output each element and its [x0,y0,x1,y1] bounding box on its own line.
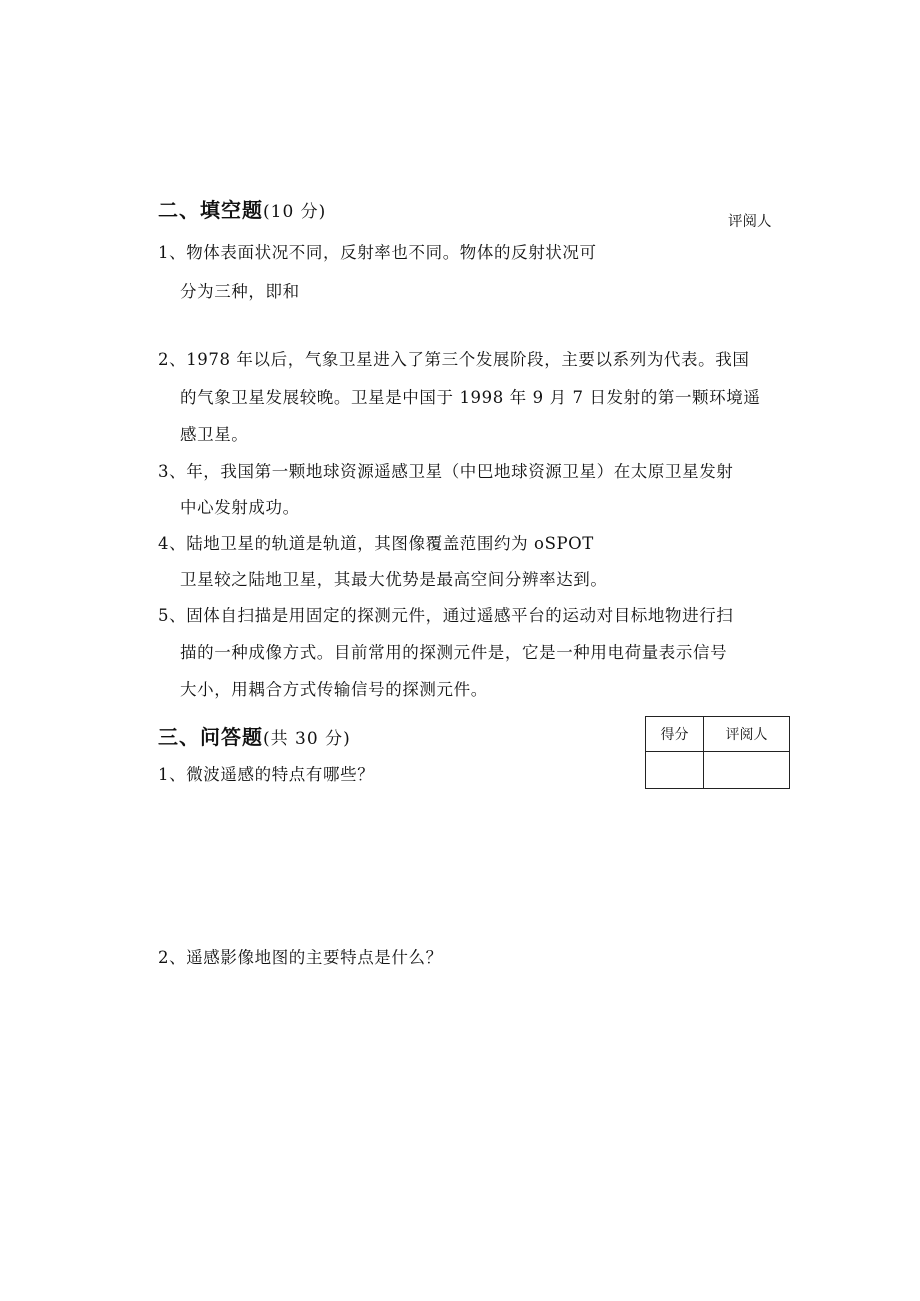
fill-question-4-line-2: 卫星较之陆地卫星，其最大优势是最高空间分辨率达到。 [180,570,608,589]
section-3-points: (共 30 分) [263,729,351,749]
fill-question-2-line-2: 的气象卫星发展较晚。卫星是中国于 1998 年 9 月 7 日发射的第一颗环境遥 [180,388,761,407]
score-table [645,716,790,789]
section-2-heading [158,194,326,223]
section-2-reviewer-label: 评阅人 [728,214,772,230]
fill-question-5-line-1: 5、固体自扫描是用固定的探测元件，通过遥感平台的运动对目标地物进行扫 [158,606,734,625]
fill-question-3-line-2: 中心发射成功。 [180,498,300,517]
section-2-title: 二、填空题 [158,198,263,222]
fill-question-2-line-3: 感卫星。 [180,425,249,444]
score-label: 得分 [646,717,704,752]
score-value-cell [646,752,704,789]
fill-question-1-line-1: 1、物体表面状况不同，反射率也不同。物体的反射状况可 [158,243,597,262]
fill-question-3-line-1: 3、年，我国第一颗地球资源遥感卫星（中巴地球资源卫星）在太原卫星发射 [158,462,734,481]
fill-question-4-line-1: 4、陆地卫星的轨道是轨道，其图像覆盖范围约为 oSPOT [158,534,594,553]
fill-question-5-line-2: 描的一种成像方式。目前常用的探测元件是，它是一种用电荷量表示信号 [180,643,728,662]
answer-question-2: 2、遥感影像地图的主要特点是什么？ [158,948,443,967]
fill-question-1-line-2: 分为三种，即和 [180,282,300,301]
score-reviewer-label: 评阅人 [704,717,790,752]
fill-question-2-line-1: 2、1978 年以后，气象卫星进入了第三个发展阶段，主要以系列为代表。我国 [158,350,750,369]
section-2-points: (10 分) [263,202,327,222]
section-3-heading [158,721,351,750]
section-3-title: 三、问答题 [158,725,263,749]
fill-question-5-line-3: 大小，用耦合方式传输信号的探测元件。 [180,680,488,699]
reviewer-value-cell [704,752,790,789]
answer-question-1: 1、微波遥感的特点有哪些？ [158,765,375,784]
